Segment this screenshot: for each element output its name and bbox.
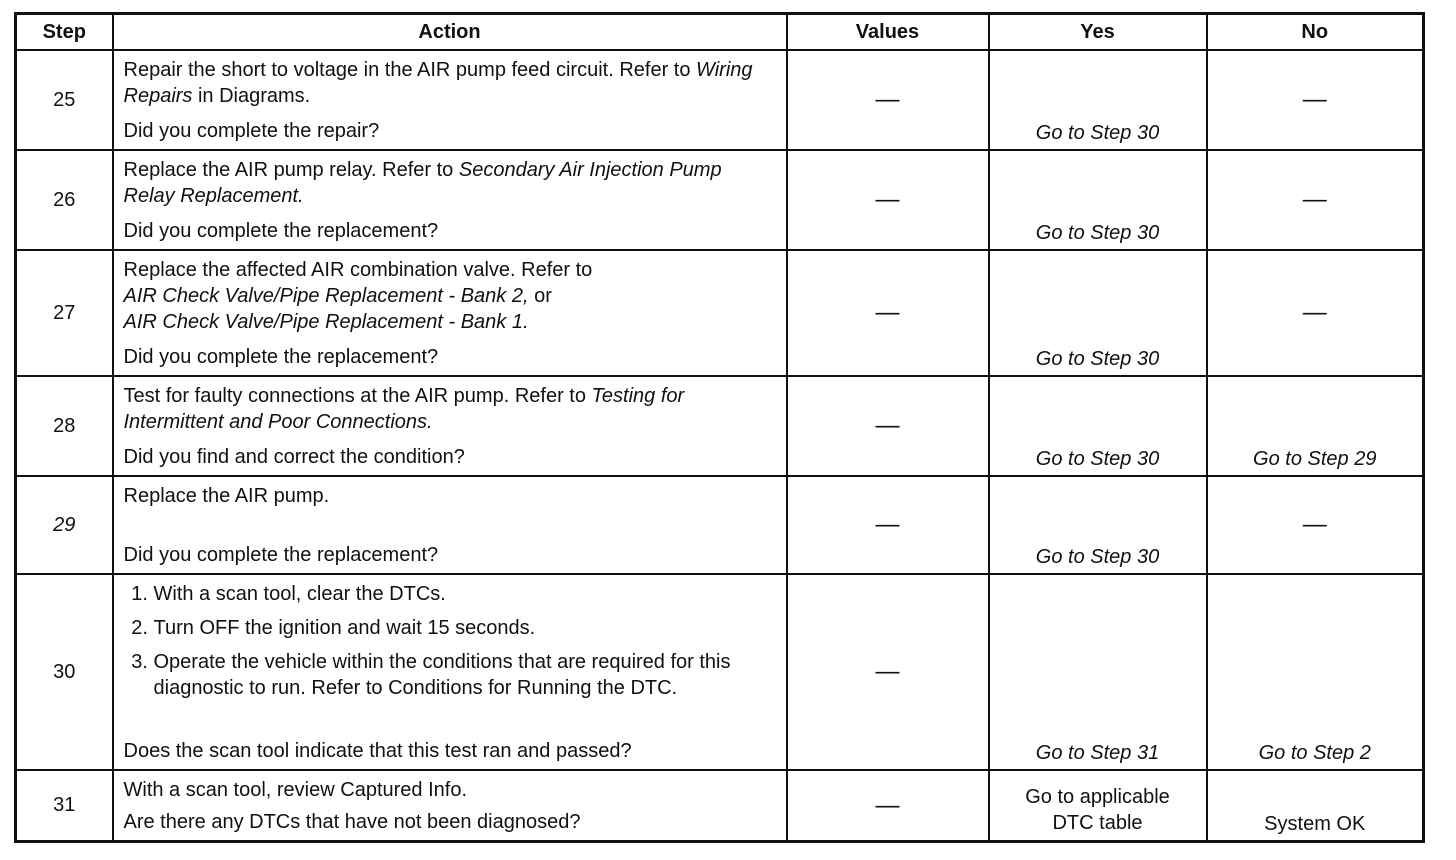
values-cell: — (787, 376, 989, 476)
no-result: Go to Step 29 (1207, 376, 1424, 476)
table-row (16, 150, 1424, 250)
no-result: Go to Step 2 (1207, 574, 1424, 770)
values-cell: — (787, 50, 989, 150)
diagnostic-table (14, 12, 1425, 843)
step-number: 31 (16, 770, 113, 842)
yes-result: Go to Step 31 (989, 574, 1207, 770)
header-step: Step (16, 14, 113, 51)
table-row (16, 770, 1424, 842)
table-row (16, 376, 1424, 476)
yes-result: Go to Step 30 (989, 150, 1207, 250)
values-cell: — (787, 250, 989, 376)
header-no: No (1207, 14, 1424, 51)
action-question: Did you complete the replacement? (123, 544, 439, 566)
values-cell: — (787, 150, 989, 250)
action-question: Does the scan tool indicate that this test ran and passed? (123, 740, 632, 762)
values-cell: — (787, 476, 989, 574)
action-cell (113, 250, 787, 376)
action-cell (113, 150, 787, 250)
action-question: Are there any DTCs that have not been diagnosed? (123, 811, 581, 833)
table-row (16, 250, 1424, 376)
no-result: — (1207, 476, 1424, 574)
action-text: Test for faulty connections at the AIR pump. Refer to Testing for Intermittent and Poor Connections. (123, 385, 685, 433)
action-steps-list (124, 581, 776, 707)
table-row (16, 574, 1424, 770)
header-row (16, 14, 1424, 51)
action-question: Did you complete the repair? (123, 120, 380, 142)
step-number: 25 (16, 50, 113, 150)
step-number: 27 (16, 250, 113, 376)
step-number: 30 (16, 574, 113, 770)
values-cell: — (787, 770, 989, 842)
action-question: Did you complete the replacement? (123, 346, 439, 368)
table-row (16, 50, 1424, 150)
step-number: 26 (16, 150, 113, 250)
no-result: — (1207, 250, 1424, 376)
action-cell (113, 476, 787, 574)
yes-result: Go to Step 30 (989, 250, 1207, 376)
header-yes: Yes (989, 14, 1207, 51)
list-item: 1. With a scan tool, clear the DTCs. (154, 581, 776, 607)
yes-result (989, 770, 1207, 842)
yes-result: Go to Step 30 (989, 476, 1207, 574)
header-values: Values (787, 14, 989, 51)
action-text: Repair the short to voltage in the AIR pump feed circuit. Refer to Wiring Repairs in Diagrams. (123, 59, 753, 107)
yes-result: Go to Step 30 (989, 376, 1207, 476)
step-number: 29 (16, 476, 113, 574)
no-result: System OK (1207, 770, 1424, 842)
list-item: 2. Turn OFF the ignition and wait 15 seconds. (154, 615, 776, 641)
table-row (16, 476, 1424, 574)
action-cell (113, 574, 787, 770)
step-number: 28 (16, 376, 113, 476)
no-result: — (1207, 50, 1424, 150)
action-text: Replace the AIR pump relay. Refer to Secondary Air Injection Pump Relay Replacement. (123, 159, 722, 207)
no-result: — (1207, 150, 1424, 250)
action-cell (113, 376, 787, 476)
action-text: Replace the AIR pump. (123, 485, 330, 507)
list-item: 3. Operate the vehicle within the conditions that are required for this diagnostic to run. Refer to Conditions for Running the DTC. (154, 649, 776, 701)
action-cell (113, 770, 787, 842)
action-cell (113, 50, 787, 150)
yes-result-line: DTC table (1052, 812, 1143, 834)
action-question: Did you complete the replacement? (123, 220, 439, 242)
action-question: Did you find and correct the condition? (123, 446, 465, 468)
yes-result-line: Go to applicable (1025, 786, 1170, 808)
values-cell: — (787, 574, 989, 770)
action-text: Replace the affected AIR combination valve. Refer to AIR Check Valve/Pipe Replacement - Bank 2, or AIR Check Valve/Pipe Replacement - Bank 1. (123, 259, 593, 333)
yes-result: Go to Step 30 (989, 50, 1207, 150)
header-action: Action (113, 14, 787, 51)
action-text: With a scan tool, review Captured Info. (123, 779, 467, 801)
